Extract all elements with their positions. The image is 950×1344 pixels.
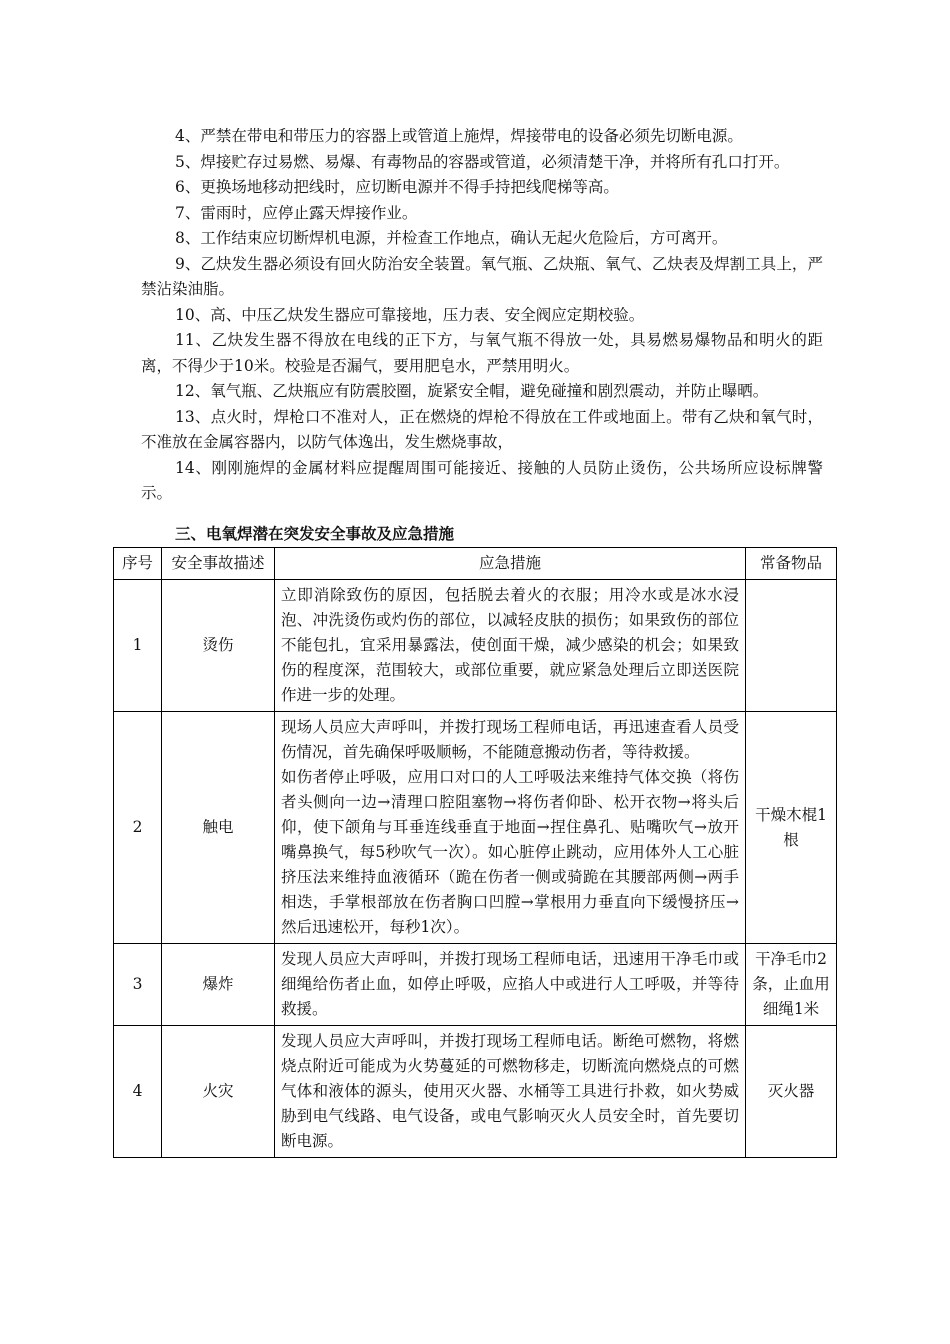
header-no: 序号 xyxy=(114,548,162,580)
row-measure: 发现人员应大声呼叫，并拨打现场工程师电话。断绝可燃物，将燃烧点附近可能成为火势蔓延的可燃物移走，切断流向燃烧点的可燃气体和液体的源头，使用灭火器、水桶等工具进行扑救，如火势威胁到电气线路、电气设备，或电气影响灭火人员安全时，首先要切断电源。 xyxy=(275,1026,746,1158)
row-supply xyxy=(746,580,837,712)
rule-paragraph-9: 9、乙炔发生器必须设有回火防治安全装置。氧气瓶、乙炔瓶、氧气、乙炔表及焊割工具上，严禁沾染油脂。 xyxy=(141,254,823,298)
table-row xyxy=(114,944,837,1026)
rule-paragraph-8: 8、工作结束应切断焊机电源，并检查工作地点，确认无起火危险后，方可离开。 xyxy=(175,229,728,247)
row-desc: 爆炸 xyxy=(162,944,275,1026)
rule-paragraph-14: 14、刚刚施焊的金属材料应提醒周围可能接近、接触的人员防止烫伤，公共场所应设标牌警示。 xyxy=(141,458,823,502)
rule-paragraph-12: 12、氧气瓶、乙炔瓶应有防震胶圈，旋紧安全帽，避免碰撞和剧烈震动，并防止曝晒。 xyxy=(175,382,769,400)
header-desc: 安全事故描述 xyxy=(162,548,275,580)
safety-rules-list xyxy=(141,124,823,507)
row-supply: 干净毛巾2条，止血用细绳1米 xyxy=(746,944,837,1026)
row-no: 1 xyxy=(114,580,162,712)
rule-paragraph-13: 13、点火时，焊枪口不准对人，正在燃烧的焊枪不得放在工件或地面上。带有乙炔和氧气时，不准放在金属容器内，以防气体逸出，发生燃烧事故， xyxy=(141,407,823,451)
row-no: 4 xyxy=(114,1026,162,1158)
row-supply: 灭火器 xyxy=(746,1026,837,1158)
row-no: 2 xyxy=(114,712,162,944)
table-header-row xyxy=(114,548,837,580)
row-measure: 发现人员应大声呼叫，并拨打现场工程师电话，迅速用干净毛巾或细绳给伤者止血，如停止呼吸，应掐人中或进行人工呼吸，并等待救援。 xyxy=(275,944,746,1026)
table-row xyxy=(114,712,837,944)
section-title: 三、电氧焊潜在突发安全事故及应急措施 xyxy=(175,524,455,543)
row-measure: 立即消除致伤的原因，包括脱去着火的衣服；用冷水或是冰水浸泡、冲洗烫伤或灼伤的部位，以减轻皮肤的损伤；如果致伤的部位不能包扎，宜采用暴露法，使创面干燥，减少感染的机会；如果致伤的程度深，范围较大，或部位重要，就应紧急处理后立即送医院作进一步的处理。 xyxy=(275,580,746,712)
rule-paragraph-4: 4、严禁在带电和带压力的容器上或管道上施焊，焊接带电的设备必须先切断电源。 xyxy=(175,127,743,145)
row-desc: 烫伤 xyxy=(162,580,275,712)
rule-paragraph-7: 7、雷雨时，应停止露天焊接作业。 xyxy=(175,203,418,222)
row-desc: 触电 xyxy=(162,712,275,944)
header-measure: 应急措施 xyxy=(275,548,746,580)
row-measure xyxy=(275,712,746,944)
rule-paragraph-5: 5、焊接贮存过易燃、易爆、有毒物品的容器或管道，必须清楚干净，并将所有孔口打开。 xyxy=(175,152,790,171)
row-desc: 火灾 xyxy=(162,1026,275,1158)
rule-paragraph-6: 6、更换场地移动把线时，应切断电源并不得手持把线爬梯等高。 xyxy=(175,178,619,196)
row-no: 3 xyxy=(114,944,162,1026)
rule-paragraph-11: 11、乙炔发生器不得放在电线的正下方，与氧气瓶不得放一处，具易燃易爆物品和明火的距离，不得少于10米。校验是否漏气，要用肥皂水，严禁用明火。 xyxy=(141,331,823,375)
emergency-measures-table xyxy=(113,547,837,1158)
header-supply: 常备物品 xyxy=(746,548,837,580)
table-row xyxy=(114,580,837,712)
row-measure-part-2: 如伤者停止呼吸，应用口对口的人工呼吸法来维持气体交换（将伤者头侧向一边→清理口腔阻塞物→将伤者仰卧、松开衣物→将头后仰，使下颌角与耳垂连线垂直于地面→捏住鼻孔、贴嘴吹气→放开嘴鼻换气，每5秒吹气一次）。如心脏停止跳动，应用体外人工心脏挤压法来维持血液循环（跪在伤者一侧或骑跪在其腰部两侧→两手相迭，手掌根部放在伤者胸口凹膛→掌根用力垂直向下缓慢挤压→然后迅速松开，每秒1次）。 xyxy=(281,768,739,936)
row-supply: 干燥木棍1根 xyxy=(746,712,837,944)
rule-paragraph-10: 10、高、中压乙炔发生器应可靠接地，压力表、安全阀应定期校验。 xyxy=(175,305,645,324)
row-measure-part-1: 现场人员应大声呼叫，并拨打现场工程师电话，再迅速查看人员受伤情况，首先确保呼吸顺畅，不能随意搬动伤者，等待救援。 xyxy=(281,718,739,761)
table-row xyxy=(114,1026,837,1158)
